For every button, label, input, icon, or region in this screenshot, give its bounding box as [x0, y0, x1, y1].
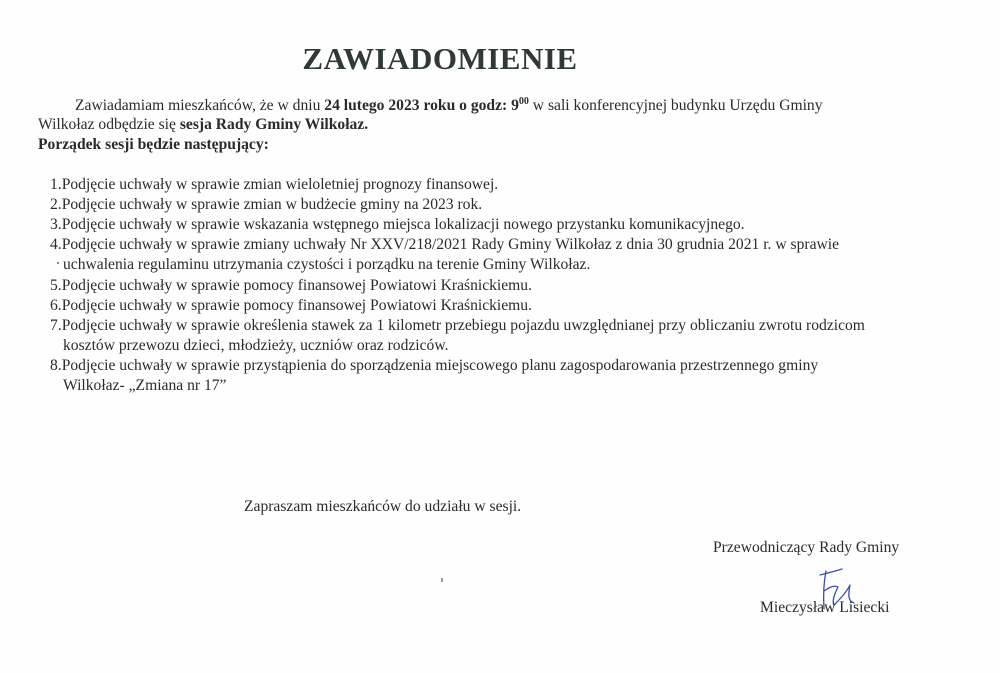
intro-session-name: sesja Rady Gminy Wilkołaz.	[179, 116, 369, 133]
intro-line-2	[38, 116, 368, 134]
agenda-heading: Porządek sesji będzie następujący:	[38, 136, 269, 153]
document-title: ZAWIADOMIENIE	[302, 41, 578, 76]
agenda-item: 3.Podjęcie uchwały w sprawie wskazania wstępnego miejsca lokalizacji nowego przystanku komunikacyjnego.	[50, 216, 745, 233]
intro-date-time: 24 lutego 2023 roku o godz: 9	[324, 97, 519, 114]
signatory-name: Mieczysław Lisiecki	[760, 599, 890, 616]
agenda-item: 4.Podjęcie uchwały w sprawie zmiany uchwały Nr XXV/218/2021 Rady Gminy Wilkołaz z dnia 30 grudnia 2021 r. w sprawie	[50, 236, 839, 253]
signatory-role: Przewodniczący Rady Gminy	[713, 539, 900, 556]
agenda-item: 7.Podjęcie uchwały w sprawie określenia stawek za 1 kilometr przebiegu pojazdu uwzględnianej przy obliczaniu zwrotu rodzicom	[50, 317, 865, 334]
intro-text-2: Wilkołaz odbędzie się	[38, 116, 180, 133]
intro-text: Zawiadamiam mieszkańców, że w dniu	[75, 97, 325, 114]
intro-line-1	[75, 97, 823, 115]
agenda-item: 8.Podjęcie uchwały w sprawie przystąpienia do sporządzenia miejscowego planu zagospodarowania przestrzennego gminy	[50, 357, 819, 374]
agenda-item-continuation: Wilkołaz- „Zmiana nr 17”	[63, 377, 227, 394]
intro-time-minutes: 00	[518, 96, 529, 107]
intro-location: w sali konferencyjnej budynku Urzędu Gminy	[528, 97, 823, 114]
invitation-text: Zapraszam mieszkańców do udziału w sesji.	[244, 498, 522, 515]
agenda-item-continuation: kosztów przewozu dzieci, młodzieży, uczniów oraz rodziców.	[63, 337, 449, 354]
agenda-item: 5.Podjęcie uchwały w sprawie pomocy finansowej Powiatowi Kraśnickiemu.	[50, 277, 532, 294]
agenda-item: 6.Podjęcie uchwały w sprawie pomocy finansowej Powiatowi Kraśnickiemu.	[50, 297, 532, 314]
agenda-item: 1.Podjęcie uchwały w sprawie zmian wieloletniej prognozy finansowej.	[50, 176, 499, 193]
scan-speck	[57, 262, 59, 264]
agenda-item-continuation: uchwalenia regulaminu utrzymania czystości i porządku na terenie Gminy Wilkołaz.	[63, 256, 591, 273]
scan-speck	[441, 578, 443, 582]
agenda-item: 2.Podjęcie uchwały w sprawie zmian w budżecie gminy na 2023 rok.	[50, 196, 483, 213]
